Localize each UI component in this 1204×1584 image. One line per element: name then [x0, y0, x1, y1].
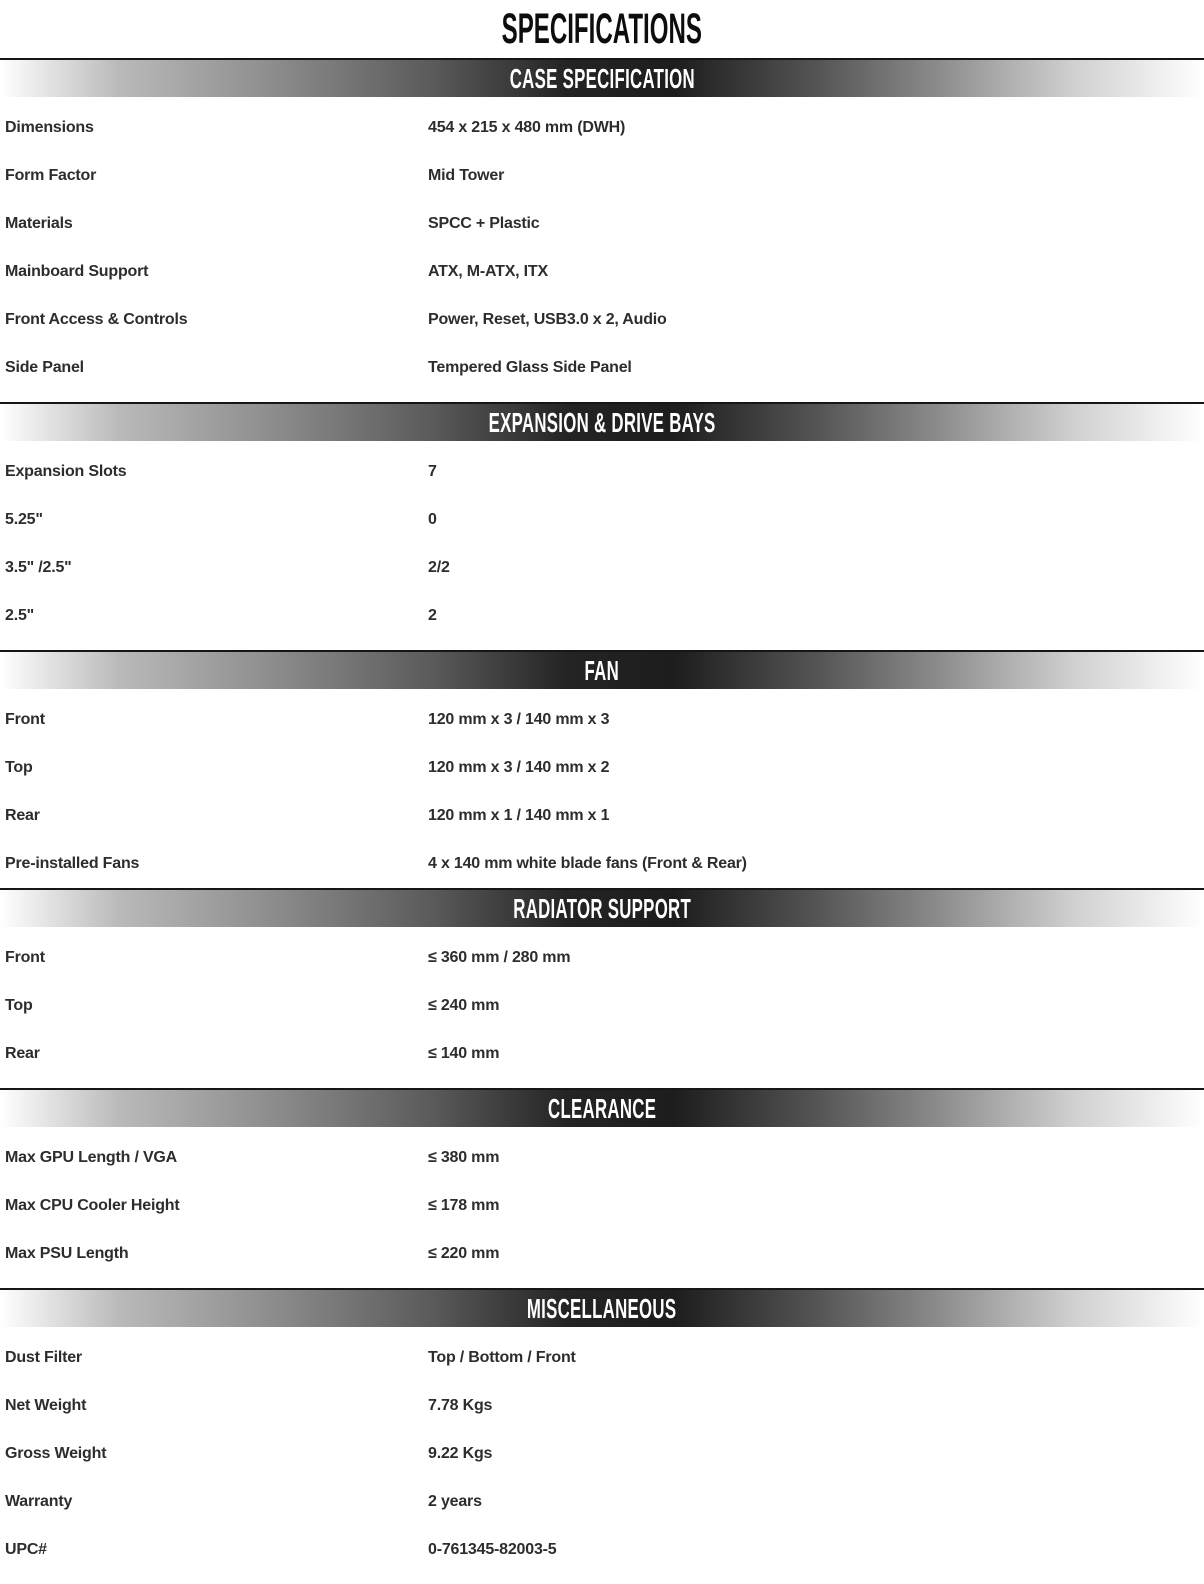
section-header-label: MISCELLANEOUS — [527, 1292, 677, 1324]
spec-label: Front — [5, 949, 45, 966]
spec-label: Max GPU Length / VGA — [5, 1149, 178, 1166]
spec-rows — [0, 1327, 1204, 1584]
spec-row — [0, 248, 1204, 296]
section-header-clearance — [0, 1088, 1204, 1127]
section-header-fan — [0, 650, 1204, 689]
spec-value: 2 — [428, 607, 437, 624]
section-header-expansion-drive-bays — [0, 402, 1204, 441]
section-header-label: FAN — [584, 654, 620, 686]
spec-row — [0, 1030, 1204, 1078]
section-header-label: RADIATOR SUPPORT — [513, 892, 691, 924]
spec-label: Rear — [5, 1045, 40, 1062]
spec-value: Mid Tower — [428, 167, 505, 184]
spec-value: 4 x 140 mm white blade fans (Front & Rear) — [428, 855, 747, 872]
spec-row — [0, 344, 1204, 392]
spec-value: ≤ 240 mm — [428, 997, 500, 1014]
spec-row — [0, 982, 1204, 1030]
spec-rows — [0, 97, 1204, 402]
spec-row — [0, 200, 1204, 248]
spec-row — [0, 496, 1204, 544]
spec-row — [0, 792, 1204, 840]
spec-value: 120 mm x 1 / 140 mm x 1 — [428, 807, 610, 824]
spec-label: Materials — [5, 215, 73, 232]
spec-row — [0, 696, 1204, 744]
spec-row — [0, 1382, 1204, 1430]
spec-label: Mainboard Support — [5, 263, 149, 280]
spec-label: Rear — [5, 807, 40, 824]
section-header-case-specification — [0, 58, 1204, 97]
spec-value: ≤ 220 mm — [428, 1245, 500, 1262]
spec-rows — [0, 927, 1204, 1088]
spec-row — [0, 592, 1204, 640]
spec-value: SPCC + Plastic — [428, 215, 540, 232]
spec-row — [0, 1182, 1204, 1230]
spec-value: 0-761345-82003-5 — [428, 1541, 557, 1558]
spec-label: 2.5" — [5, 607, 35, 624]
spec-label: Expansion Slots — [5, 463, 127, 480]
spec-value: 2 years — [428, 1493, 482, 1510]
spec-value: 9.22 Kgs — [428, 1445, 493, 1462]
section-header-label: CASE SPECIFICATION — [509, 62, 695, 94]
section-miscellaneous — [0, 1288, 1204, 1584]
section-header-label: EXPANSION & DRIVE BAYS — [488, 406, 716, 438]
spec-label: UPC# — [5, 1541, 47, 1558]
spec-label: 3.5" /2.5" — [5, 559, 72, 576]
spec-value: ≤ 178 mm — [428, 1197, 500, 1214]
spec-label: Form Factor — [5, 167, 97, 184]
spec-label: Warranty — [5, 1493, 73, 1510]
spec-row — [0, 544, 1204, 592]
spec-value: 7.78 Kgs — [428, 1397, 493, 1414]
spec-value: ≤ 140 mm — [428, 1045, 500, 1062]
spec-label: Gross Weight — [5, 1445, 107, 1462]
spec-label: 5.25" — [5, 511, 43, 528]
spec-label: Top — [5, 759, 33, 776]
spec-value: 454 x 215 x 480 mm (DWH) — [428, 119, 626, 136]
spec-value: 2/2 — [428, 559, 450, 576]
spec-value: 0 — [428, 511, 437, 528]
spec-label: Top — [5, 997, 33, 1014]
spec-rows — [0, 441, 1204, 650]
spec-row — [0, 1430, 1204, 1478]
spec-value: 7 — [428, 463, 437, 480]
section-expansion-drive-bays — [0, 402, 1204, 650]
spec-row — [0, 1526, 1204, 1574]
spec-value: ≤ 360 mm / 280 mm — [428, 949, 571, 966]
page-title — [0, 0, 1204, 58]
spec-row — [0, 152, 1204, 200]
spec-row — [0, 448, 1204, 496]
section-header-miscellaneous — [0, 1288, 1204, 1327]
section-fan — [0, 650, 1204, 888]
spec-label: Dimensions — [5, 119, 94, 136]
spec-row — [0, 1134, 1204, 1182]
spec-label: Pre-installed Fans — [5, 855, 140, 872]
spec-row — [0, 1334, 1204, 1382]
spec-rows — [0, 689, 1204, 888]
page-title-text: SPECIFICATIONS — [501, 4, 703, 53]
spec-row — [0, 840, 1204, 888]
spec-value: Top / Bottom / Front — [428, 1349, 576, 1366]
spec-row — [0, 1230, 1204, 1278]
spec-rows — [0, 1127, 1204, 1288]
spec-row — [0, 744, 1204, 792]
spec-label: Front Access & Controls — [5, 311, 188, 328]
spec-value: ATX, M-ATX, ITX — [428, 263, 548, 280]
spec-label: Max CPU Cooler Height — [5, 1197, 180, 1214]
spec-label: Max PSU Length — [5, 1245, 129, 1262]
spec-value: 120 mm x 3 / 140 mm x 2 — [428, 759, 610, 776]
spec-row — [0, 296, 1204, 344]
spec-label: Dust Filter — [5, 1349, 82, 1366]
spec-value: 120 mm x 3 / 140 mm x 3 — [428, 711, 610, 728]
spec-value: Power, Reset, USB3.0 x 2, Audio — [428, 311, 667, 328]
spec-label: Net Weight — [5, 1397, 87, 1414]
spec-value: ≤ 380 mm — [428, 1149, 500, 1166]
section-radiator-support — [0, 888, 1204, 1088]
spec-row — [0, 104, 1204, 152]
spec-row — [0, 1478, 1204, 1526]
section-header-radiator-support — [0, 888, 1204, 927]
section-case-specification — [0, 58, 1204, 402]
spec-label: Side Panel — [5, 359, 84, 376]
spec-label: Front — [5, 711, 45, 728]
spec-row — [0, 934, 1204, 982]
spec-value: Tempered Glass Side Panel — [428, 359, 632, 376]
section-header-label: CLEARANCE — [547, 1092, 657, 1124]
section-clearance — [0, 1088, 1204, 1288]
